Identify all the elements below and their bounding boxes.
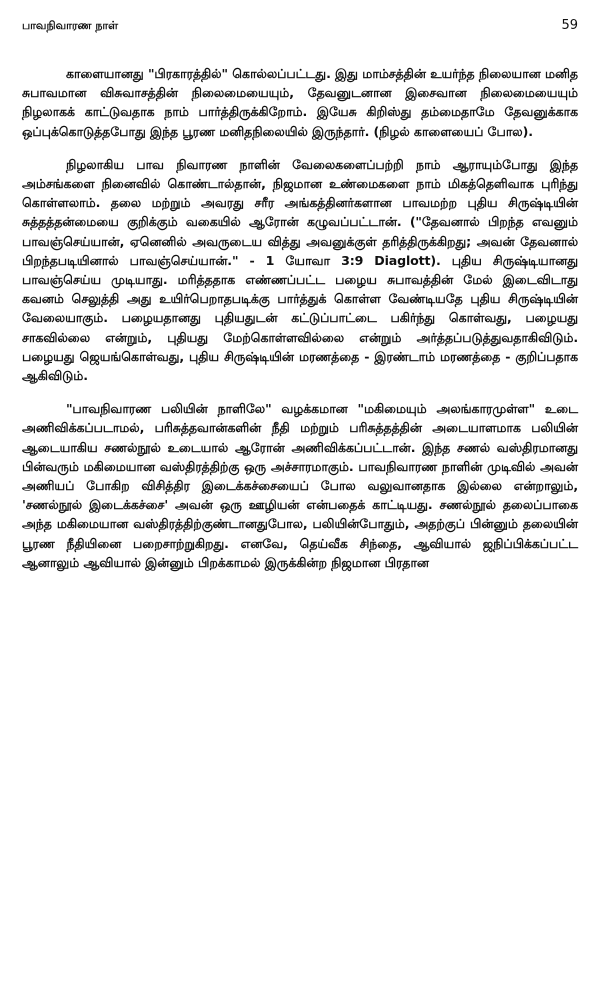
chapter-title: பாவநிவாரண நாள் bbox=[22, 19, 119, 32]
running-header bbox=[22, 18, 578, 42]
paragraph: "பாவநிவாரண பலியின் நாளிலே" வழக்கமான "மகிமையும் அலங்காரமுள்ள" உடை அணிவிக்கப்படாமல், பரிசுத்தவான்களின் நீதி மற்றும் பரிசுத்தத்தின் அடையாளமாக பலியின் ஆடையாகிய சணல்நூல் உடையால் ஆரோன் அணிவிக்கப்பட்டான். இந்த சணல் வஸ்திரமானது பின்வரும் மகிமையான வஸ்திரத்திற்கு ஒரு அச்சாரமாகும். பாவநிவாரண நாளின் முடிவில் அவன் அணியப் போகிற விசித்திர இடைக்கச்சையைப் போல வலுவானதாக இல்லை என்றாலும், 'சணல்நூல் இடைக்கச்சை' அவன் ஒரு ஊழியன் என்பதைக் காட்டியது. சணல்நூல் தலைப்பாகை அந்த மகிமையான வஸ்திரத்திற்குண்டானதுபோல, பலியின்போதும், அதற்குப் பின்னும் தலையின் பூரண நீதியினை பறைசாற்றுகிறது. எனவே, தெய்வீக சிந்தை, ஆவியால் ஜநிப்பிக்கப்பட்ட ஆனாலும் ஆவியால் இன்னும் பிறக்காமல் இருக்கின்ற நிஜமான பிரதான bbox=[22, 401, 578, 570]
page-number: 59 bbox=[561, 18, 578, 33]
paragraph: நிழலாகிய பாவ நிவாரண நாளின் வேலைகளைப்பற்றி நாம் ஆராயும்போது இந்த அம்சங்களை நினைவில் கொண்டால்தான், நிஜமான உண்மைகளை நாம் மிகத்தெளிவாக புரிந்து கொள்ளலாம். தலை மற்றும் அவரது சரீர அங்கத்தினர்களான பாவமற்ற புதிய சிருஷ்டியின் சுத்தத்தன்மையை குறிக்கும் வகையில் ஆரோன் கழுவப்பட்டான். ("தேவனால் பிறந்த எவனும் பாவஞ்செய்யான், ஏனெனில் அவருடைய வித்து அவனுக்குள் தரித்திருக்கிறது; அவன் தேவனால் பிறந்தபடியினால் பாவஞ்செய்யான்." - 1 யோவா 3:9 Diaglott). புதிய சிருஷ்டியானது பாவஞ்செய்ய முடியாது. மரித்ததாக எண்ணப்பட்ட பழைய சுபாவத்தின் மேல் இடைவிடாது கவனம் செலுத்தி அது உயிர்பெறாதபடிக்கு பார்த்துக் கொள்ள வேண்டியதே புதிய சிருஷ்டியின் வேலையாகும். பழையதானது புதியதுடன் கட்டுப்பாட்டை பகிர்ந்து கொள்வது, பழையது சாகவில்லை என்றும், புதியது மேற்கொள்ளவில்லை என்றும் அர்த்தப்படுத்துவதாகிவிடும். பழையது ஜெயங்கொள்வது, புதிய சிருஷ்டியின் மரணத்தை - இரண்டாம் மரணத்தை - குறிப்பதாக ஆகிவிடும். bbox=[22, 156, 578, 384]
body-text bbox=[22, 64, 578, 572]
paragraph: காளையானது "பிரகாரத்தில்" கொல்லப்பட்டது. இது மாம்சத்தின் உயர்ந்த நிலையான மனித சுபாவமான விசுவாசத்தின் நிலைமையையும், தேவனுடனான இசைவான நிலைமையையும் நிழலாகக் காட்டுவதாக நாம் பார்த்திருக்கிறோம். இயேசு கிறிஸ்து தம்மைதாமே தேவனுக்காக ஒப்புக்கொடுத்தபோது இந்த பூரண மனிதநிலையில் இருந்தார். (நிழல் காளையைப் போல). bbox=[22, 66, 578, 139]
